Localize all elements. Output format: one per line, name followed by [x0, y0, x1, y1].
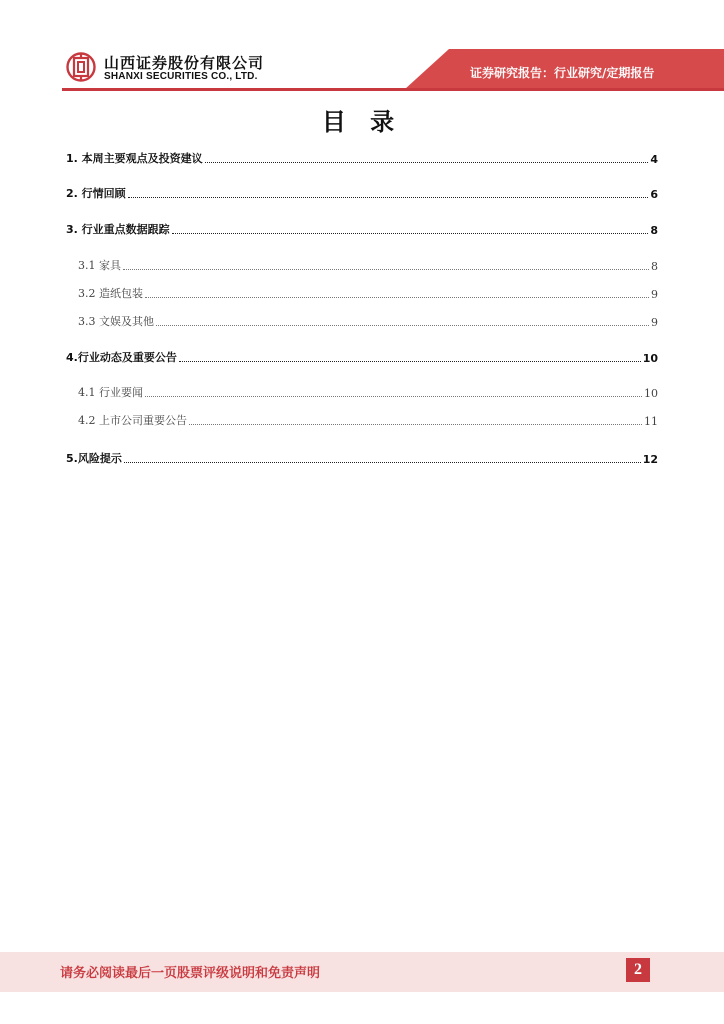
header-divider — [62, 88, 724, 91]
toc-entry-label: 5.风险提示 — [66, 452, 122, 465]
toc-leader-dots — [205, 161, 649, 163]
toc-entry-page: 10 — [644, 387, 658, 400]
report-type-label: 证券研究报告：行业研究/定期报告 — [470, 66, 655, 80]
toc-entry-3[interactable] — [66, 221, 658, 237]
toc-entry-page: 12 — [642, 453, 658, 466]
toc-entry-3-3[interactable] — [78, 313, 658, 329]
toc-entry-4[interactable] — [66, 349, 658, 365]
toc-entry-page: 8 — [650, 224, 658, 237]
toc-leader-dots — [179, 360, 641, 362]
toc-entry-2[interactable] — [66, 185, 658, 201]
toc-entry-label: 4.2 上市公司重要公告 — [78, 414, 187, 427]
toc-entry-page: 10 — [642, 352, 658, 365]
page-number: 2 — [626, 958, 650, 982]
company-name-en: SHANXI SECURITIES CO., LTD. — [104, 71, 258, 82]
toc-leader-dots — [128, 196, 649, 198]
toc-entry-page: 6 — [650, 188, 658, 201]
toc-leader-dots — [156, 324, 649, 326]
toc-entry-4-1[interactable] — [78, 384, 658, 400]
toc-entry-label: 3.3 文娱及其他 — [78, 315, 154, 328]
toc-leader-dots — [145, 296, 649, 298]
toc-entry-4-2[interactable] — [78, 412, 658, 428]
page-header — [0, 0, 724, 100]
toc-entry-label: 3.2 造纸包装 — [78, 287, 143, 300]
toc-leader-dots — [124, 461, 641, 463]
toc-leader-dots — [189, 423, 642, 425]
toc-title: 目 录 — [321, 108, 403, 136]
toc-leader-dots — [172, 232, 649, 234]
toc-leader-dots — [145, 395, 642, 397]
toc-leader-dots — [123, 268, 649, 270]
toc-entry-label: 2. 行情回顾 — [66, 187, 126, 200]
disclaimer-notice: 请务必阅读最后一页股票评级说明和免责声明 — [60, 966, 321, 981]
company-logo-icon — [66, 52, 96, 82]
toc-entry-1[interactable] — [66, 150, 658, 166]
toc-entry-3-2[interactable] — [78, 285, 658, 301]
toc-entry-page: 8 — [651, 260, 658, 273]
toc-entry-label: 3.1 家具 — [78, 259, 121, 272]
toc-entry-5[interactable] — [66, 450, 658, 466]
toc-entry-page: 9 — [651, 288, 658, 301]
toc-entry-page: 11 — [644, 415, 658, 428]
toc-entry-label: 3. 行业重点数据跟踪 — [66, 223, 170, 236]
toc-entry-page: 9 — [651, 316, 658, 329]
toc-entry-label: 1. 本周主要观点及投资建议 — [66, 152, 203, 165]
company-name-cn: 山西证券股份有限公司 — [104, 54, 265, 72]
toc-entry-label: 4.1 行业要闻 — [78, 386, 143, 399]
toc-entry-3-1[interactable] — [78, 257, 658, 273]
toc-entry-label: 4.行业动态及重要公告 — [66, 351, 177, 364]
toc-entry-page: 4 — [650, 153, 658, 166]
